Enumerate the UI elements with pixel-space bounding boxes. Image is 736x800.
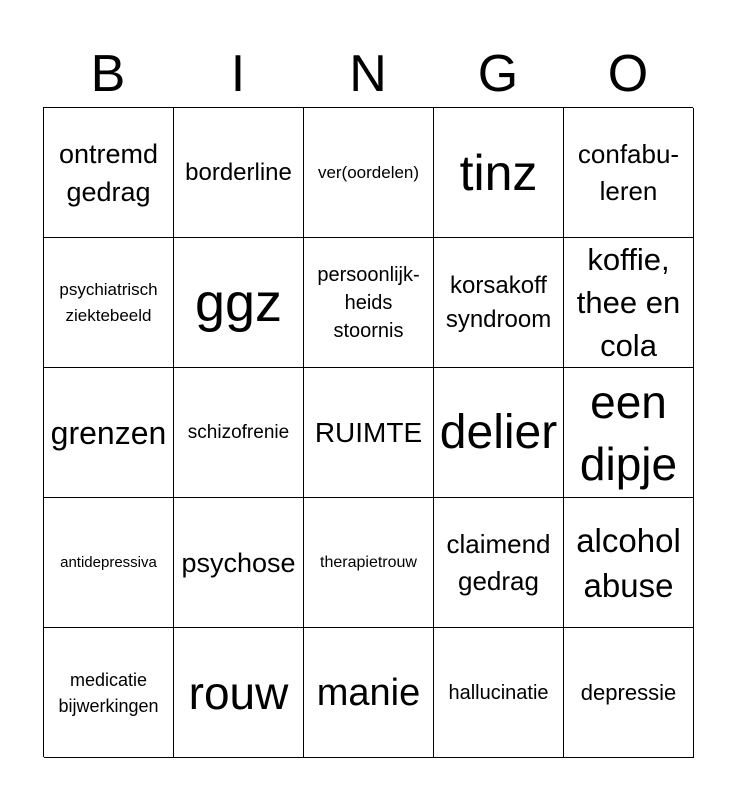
cell-label: depressie [580, 679, 677, 705]
bingo-cell[interactable] [564, 108, 694, 238]
bingo-grid [43, 107, 693, 757]
cell-label: RUIMTE [314, 416, 423, 448]
bingo-cell[interactable] [434, 628, 564, 758]
bingo-cell[interactable] [44, 238, 174, 368]
cell-label: psychiatrisch ziektebeeld [59, 279, 158, 325]
bingo-cell[interactable] [434, 108, 564, 238]
bingo-cell[interactable] [434, 238, 564, 368]
cell-label: confabu- leren [577, 138, 680, 206]
bingo-cell[interactable] [304, 628, 434, 758]
bingo-cell[interactable] [304, 498, 434, 628]
bingo-header [43, 42, 693, 106]
bingo-cell[interactable] [564, 238, 694, 368]
bingo-cell[interactable] [564, 498, 694, 628]
header-letter-o: O [607, 45, 649, 103]
bingo-cell[interactable] [44, 628, 174, 758]
bingo-cell[interactable] [564, 368, 694, 498]
header-letter-b: B [90, 45, 126, 103]
bingo-cell[interactable] [304, 108, 434, 238]
cell-label: alcohol abuse [576, 521, 681, 604]
header-letter-i: I [230, 45, 246, 103]
cell-label: borderline [185, 158, 292, 186]
bingo-cell[interactable] [174, 108, 304, 238]
cell-label: korsakoff syndroom [445, 271, 552, 333]
bingo-cell[interactable] [44, 498, 174, 628]
bingo-cell[interactable] [44, 368, 174, 498]
bingo-cell[interactable] [434, 498, 564, 628]
cell-label: ontremd gedrag [58, 138, 159, 207]
cell-label: manie [316, 671, 421, 714]
cell-label: antidepressiva [60, 553, 157, 571]
cell-label: ver(oordelen) [317, 162, 420, 182]
bingo-cell[interactable] [304, 238, 434, 368]
cell-label: medicatie bijwerkingen [58, 669, 159, 716]
cell-label: ggz [194, 272, 283, 333]
cell-label: claimend gedrag [446, 528, 551, 596]
bingo-cell[interactable] [174, 238, 304, 368]
bingo-cell[interactable] [174, 628, 304, 758]
bingo-cell[interactable] [44, 108, 174, 238]
cell-label: tinz [459, 144, 538, 201]
bingo-cell[interactable] [174, 368, 304, 498]
header-letter-g: G [477, 45, 519, 103]
cell-label: rouw [188, 666, 289, 719]
cell-label: grenzen [50, 414, 167, 451]
cell-label: hallucinatie [448, 681, 549, 704]
bingo-cell[interactable] [564, 628, 694, 758]
cell-label: delier [439, 405, 558, 459]
bingo-cell[interactable] [174, 498, 304, 628]
cell-label: een dipje [579, 375, 678, 490]
cell-label: therapietrouw [320, 553, 417, 571]
bingo-cell[interactable] [434, 368, 564, 498]
cell-label: persoonlijk- heids stoornis [317, 263, 420, 342]
cell-label: schizofrenie [187, 421, 290, 443]
header-letter-n: N [349, 45, 387, 103]
bingo-cell[interactable] [304, 368, 434, 498]
cell-label: psychose [181, 547, 296, 578]
cell-label: koffie, thee en cola [576, 242, 681, 363]
